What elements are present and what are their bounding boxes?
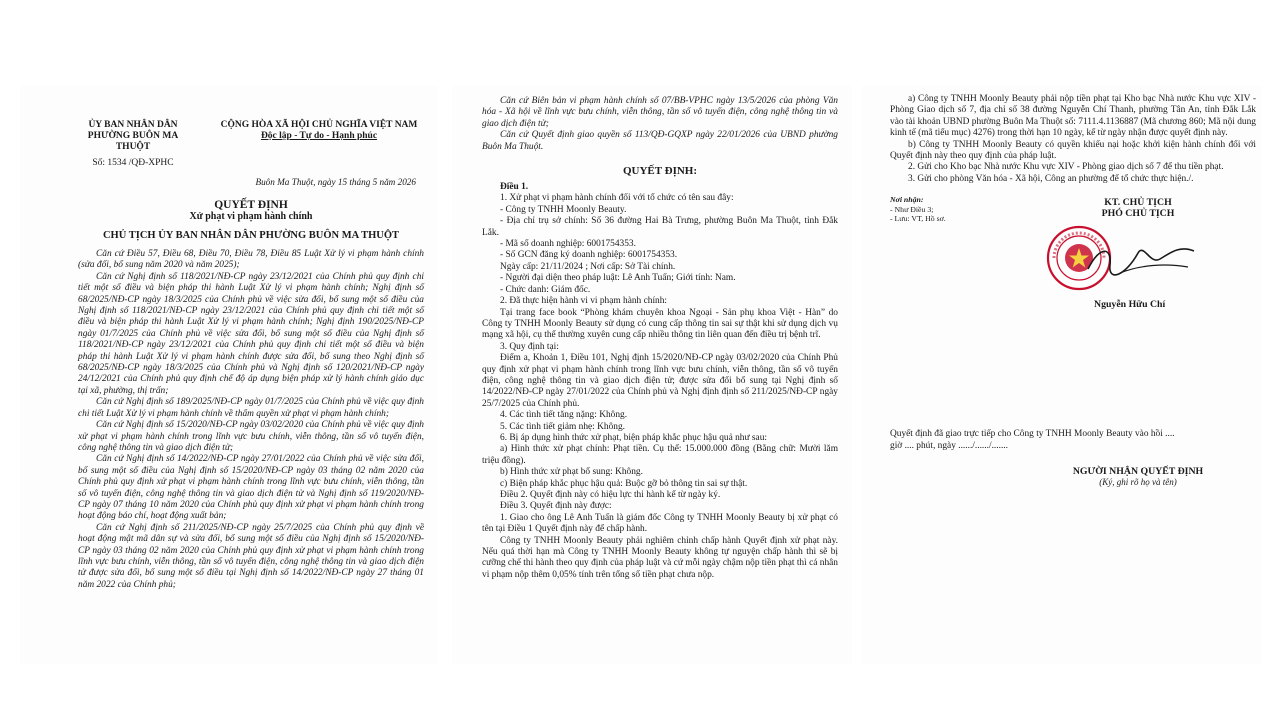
decision-line: 4. Các tình tiết tăng nặng: Không.: [500, 410, 628, 421]
legal-basis-2: Căn cứ Nghị định số 118/2021/NĐ-CP ngày 23/12/2021 của Chính phủ quy định chi tiết một số điều và biện pháp thi hành Luật Xử lý vi phạm hành chính; Nghị định số 68/2025/NĐ-CP ngày 18/3/2025 của Chính phủ về việc sửa đổi, bổ sung một số điều của Nghị định số 118/2021/NĐ-CP ngày 23/12/2021 của Chính phủ quy định chi tiết một số điều và biện pháp thi hành Luật Xử lý vi phạm hành chính; Nghị định 190/2025/NĐ-CP ngày 01/7/2025 của Chính phủ về việc sửa đổi, bổ sung một số điều của Nghị định số 118/2021/NĐ-CP ngày 23/12/2021 của Chính phủ quy định chi tiết một số điều và biện pháp thi hành Luật Xử lý vi phạm hành chính được sửa đổi, bổ sung theo Nghị định số 68/2025/NĐ-CP ngày 18/3/2025 của Chính phủ và Nghị định số 120/2021/NĐ-CP ngày 24/12/2021 của Chính phủ quy định chế độ áp dụng biện pháp xử lý hành chính giáo dục tại xã, phường, thị trấn;: [78, 271, 424, 396]
legal-basis-3: Căn cứ Nghị định số 189/2025/NĐ-CP ngày 01/7/2025 của Chính phủ về việc quy định chi tiết Luật Xử lý vi phạm hành chính về thẩm quyền xử phạt vi phạm hành chính;: [78, 397, 424, 419]
recipient-item: - Lưu: VT, Hồ sơ.: [890, 214, 946, 224]
decision-line: - Người đại diện theo pháp luật: Lê Anh Tuấn; Giới tính: Nam.: [500, 273, 736, 284]
decision-line: 6. Bị áp dụng hình thức xử phạt, biện pháp khắc phục hậu quả như sau:: [500, 432, 768, 443]
decision-line: 1. Xử phạt vi phạm hành chính đối với tổ chức có tên sau đây:: [500, 193, 734, 204]
decision-line: 3. Quy định tại:: [500, 341, 559, 352]
treasury-recipient: 2. Gửi cho Kho bạc Nhà nước Khu vực XIV - Phòng giao dịch số 7 để thu tiền phạt.: [908, 162, 1224, 173]
document-subtitle: Xử phạt vi phạm hành chính: [189, 211, 313, 222]
handwritten-signature-icon: [1080, 235, 1200, 285]
document-page-2: [452, 86, 852, 664]
legal-basis-5: Căn cứ Nghị định số 14/2022/NĐ-CP ngày 27/01/2022 của Chính phủ về việc sửa đổi, bổ sung một số điều của Nghị định số 15/2020/NĐ-CP ngày 03 tháng 02 năm 2020 của Chính phủ quy định xử phạt vi phạm hành chính trong lĩnh vực bưu chính, viễn thông, tần số vô tuyến điện, công nghệ thông tin và giao dịch điện tử và Nghị định số 119/2020/NĐ-CP ngày 07 tháng 10 năm 2020 của Chính phủ quy định xử phạt vi phạm hành chính trong hoạt động báo chí, hoạt động xuất bản;: [78, 454, 424, 522]
decision-line: 5. Các tình tiết giảm nhẹ: Không.: [500, 421, 625, 432]
legal-basis-8: Căn cứ Quyết định giao quyền số 113/QĐ-GQXP ngày 22/01/2026 của UBND phường Buôn Ma Thuột.: [482, 130, 838, 152]
signer-area: [1020, 195, 1256, 325]
payment-instructions: a) Công ty TNHH Moonly Beauty phải nộp tiền phạt tại Kho bạc Nhà nước Khu vực XIV - Phòng Giao dịch số 7, địa chỉ số 38 đường Nguyễn Chí Thanh, phường Tân An, tỉnh Đắk Lắk vào tài khoản UBND phường Buôn Ma Thuột số: 7111.4.1136887 (Mã chương 860; Mã nội dung kinh tế (mã tiểu mục) 4276) trong thời hạn 10 ngày, kể từ ngày nhận được quyết định này.: [890, 94, 1256, 139]
decision-line: - Số GCN đăng ký doanh nghiệp: 6001754353.: [500, 250, 678, 261]
decision-line: - Chức danh: Giám đốc.: [500, 284, 591, 295]
implementation-recipient: 3. Gửi cho phòng Văn hóa - Xã hội, Công an phường để tổ chức thực hiện./.: [908, 173, 1194, 184]
decision-line: - Công ty TNHH Moonly Beauty.: [500, 204, 627, 215]
receiver-title: NGƯỜI NHẬN QUYẾT ĐỊNH: [1072, 466, 1204, 478]
agency-line1: ỦY BAN NHÂN DÂN: [88, 120, 178, 130]
decision-line: - Mã số doanh nghiệp: 6001754353.: [500, 239, 636, 250]
decision-line: 1. Giao cho ông Lê Anh Tuấn là giám đốc Công ty TNHH Moonly Beauty bị xử phạt có tên tại Điều 1 Quyết định này để chấp hành.: [482, 512, 838, 535]
signer-name: Nguyễn Hữu Chí: [1094, 299, 1166, 311]
issuing-authority: CHỦ TỊCH ỦY BAN NHÂN DÂN PHƯỜNG BUÔN MA THUỘT: [102, 230, 400, 241]
document-header: [78, 120, 424, 169]
decision-line: - Địa chỉ trụ sở chính: Số 36 đường Hai Bà Trưng, phường Buôn Ma Thuột, tỉnh Đắk Lắk.: [482, 216, 838, 238]
sign-title-2: PHÓ CHỦ TỊCH: [1101, 208, 1175, 220]
recipients-list: [890, 195, 1020, 325]
sign-title-1: KT. CHỦ TỊCH: [1104, 197, 1172, 209]
document-date: Buôn Ma Thuột, ngày 15 tháng 5 năm 2026: [255, 177, 416, 187]
decision-line: Công ty TNHH Moonly Beauty phải nghiêm chỉnh chấp hành Quyết định xử phạt này. Nếu quá thời hạn mà Công ty TNHH Moonly Beauty không tự nguyện chấp hành thì sẽ bị cưỡng chế thi hành theo quy định của pháp luật và cứ mỗi ngày chậm nộp tiền phạt thì cá nhân vi phạm nộp thêm 0,05% tính trên tổng số tiền phạt chưa nộp.: [482, 535, 838, 580]
legal-basis-4: Căn cứ Nghị định số 15/2020/NĐ-CP ngày 03/02/2020 của Chính phủ về việc quy định xử phạt vi phạm hành chính trong lĩnh vực bưu chính, viễn thông, tần số vô tuyến điện, công nghệ thông tin và giao dịch điện tử;: [78, 420, 424, 453]
receipt-statement-1: Quyết định đã giao trực tiếp cho Công ty TNHH Moonly Beauty vào hồi ....: [890, 429, 1175, 440]
document-number: Số: 1534 /QĐ-XPHC: [92, 158, 174, 168]
receiver-block: [1020, 466, 1256, 487]
legal-basis-6: Căn cứ Nghị định số 211/2025/NĐ-CP ngày 25/7/2025 của Chính phủ quy định về hoạt động mật mã dân sự và sửa đổi, bổ sung một số điều của Nghị định số 15/2020/NĐ-CP ngày 03 tháng 02 năm 2020 của Chính phủ quy định xử phạt vi phạm hành chính trong lĩnh vực bưu chính, viễn thông, tần số vô tuyến điện, công nghệ thông tin và giao dịch điện tử được sửa đổi, bổ sung một số điều tại Nghị định số 14/2022/NĐ-CP ngày 27 tháng 01 năm 2022 của Chính phủ;: [78, 522, 424, 590]
decision-line: Điều 1.: [500, 182, 529, 193]
decision-line: 2. Đã thực hiện hành vi vi phạm hành chính:: [500, 296, 668, 307]
agency-line2: PHƯỜNG BUÔN MA THUỘT: [87, 131, 179, 152]
document-title: QUYẾT ĐỊNH: [214, 199, 288, 211]
nation-name: CỘNG HÒA XÃ HỘI CHỦ NGHĨA VIỆT NAM: [220, 120, 418, 130]
signature-block: [890, 195, 1256, 325]
legal-basis-7: Căn cứ Biên bản vi phạm hành chính số 07/BB-VPHC ngày 13/5/2026 của phòng Văn hóa - Xã hội về lĩnh vực bưu chính, viễn thông, tần số vô tuyến điện, công nghệ thông tin và giao dịch điện tử;: [482, 96, 838, 129]
decision-line: a) Hình thức xử phạt chính: Phạt tiền. Cụ thể: 15.000.000 đồng (Bằng chữ: Mười lăm triệu đồng).: [482, 444, 838, 466]
issuing-agency: [78, 120, 188, 169]
decision-line: Tại trang face book “Phòng khám chuyên khoa Ngoại - Sản phụ khoa Việt - Hàn” do Công ty TNHH Moonly Beauty sử dụng có cung cấp thông tin sai sự thật khi sử dụng dịch vụ mạng xã hội, cụ thể thường xuyên cung cấp nhiều thông tin liên quan đến điều trị bệnh trĩ.: [482, 307, 838, 341]
document-page-3: [862, 86, 1262, 664]
receiver-subtitle: (Ký, ghi rõ họ và tên): [1099, 477, 1177, 488]
decision-line: Điều 2. Quyết định này có hiệu lực thi hành kể từ ngày ký.: [500, 490, 721, 500]
recipients-label: Nơi nhận:: [890, 195, 924, 205]
legal-basis-1: Căn cứ Điều 57, Điều 68, Điều 70, Điều 78, Điều 85 Luật Xử lý vi phạm hành chính (sửa đổi, bổ sung năm 2020 và năm 2025);: [78, 249, 424, 271]
decision-line: Điều 3. Quyết định này được:: [500, 501, 612, 512]
decision-heading: QUYẾT ĐỊNH:: [622, 165, 698, 178]
decision-articles: [482, 182, 838, 581]
decision-line: Điểm a, Khoản 1, Điều 101, Nghị định 15/2020/NĐ-CP ngày 03/02/2020 của Chính Phủ quy định xử phạt vi phạm hành chính trong lĩnh vực bưu chính, viễn thông, tần số vô tuyến điện, công nghệ thông tin và giao dịch điện tử; được sửa đổi bổ sung tại Nghị định số 14/2022/NĐ-CP ngày 27/01/2022 của Chính phủ và Nghị định định số 211/2025/NĐ-CP ngày 25/7/2025 của Chính phủ.: [482, 353, 838, 409]
decision-line: Ngày cấp: 21/11/2024 ; Nơi cấp: Sở Tài chính.: [500, 261, 676, 272]
national-motto: Độc lập - Tự do - Hạnh phúc: [260, 131, 378, 141]
decision-line: c) Biện pháp khắc phục hậu quả: Buộc gỡ bỏ thông tin sai sự thật.: [500, 478, 748, 489]
document-page-1: [20, 86, 438, 664]
recipient-item: - Như Điều 3;: [890, 204, 934, 214]
decision-line: b) Hình thức xử phạt bổ sung: Không.: [500, 467, 643, 478]
receipt-statement-2: giờ .... phút, ngày ....../....../.......: [890, 440, 1008, 451]
complaint-rights: b) Công ty TNHH Moonly Beauty có quyền khiếu nại hoặc khởi kiện hành chính đối với Quyết định này theo quy định của pháp luật.: [890, 139, 1256, 162]
national-title: [214, 120, 424, 169]
